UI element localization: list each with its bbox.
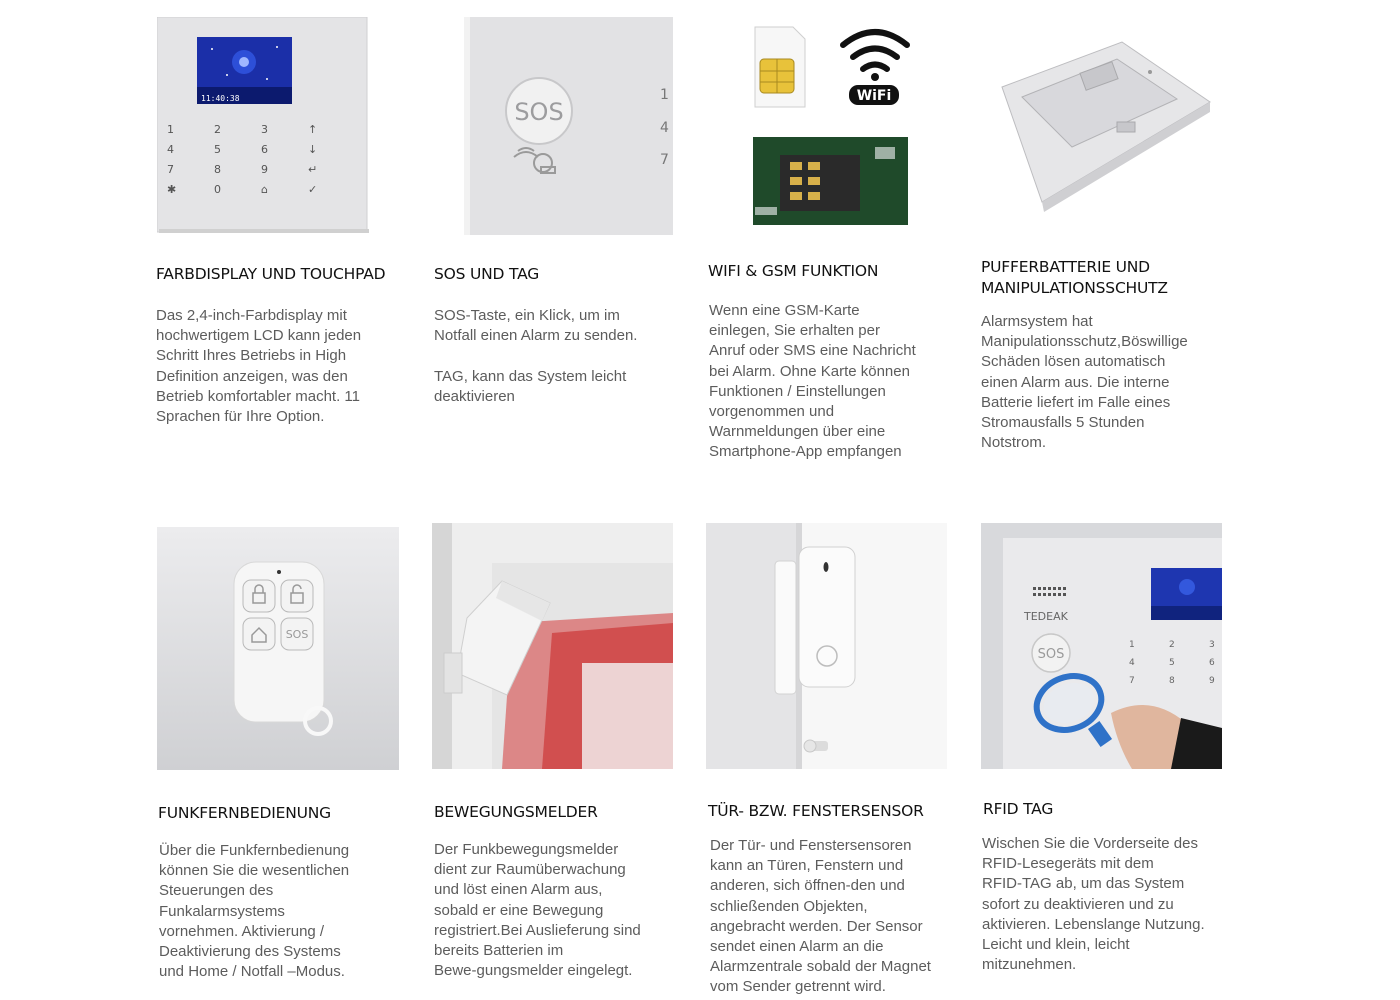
svg-text:7: 7	[1129, 676, 1135, 686]
gsm-board-icon	[753, 137, 908, 225]
product-image-remote-control	[157, 527, 399, 770]
feature-description: Wenn eine GSM-Karte einlegen, Sie erhalten per Anruf oder SMS eine Nachricht bei Alarm. Ohne Karte können Funktionen / Einstellungen vorgenommen und Warnmeldungen über eine Smartphone-App empfangen	[709, 302, 916, 461]
svg-text:5: 5	[1169, 658, 1175, 668]
feature-description: SOS-Taste, ein Klick, um im Notfall einen Alarm zu senden. TAG, kann das System leicht deaktivieren	[434, 307, 638, 405]
feature-title: FUNKFERNBEDIENUNG	[158, 804, 331, 822]
keypad-key: ↑	[308, 123, 318, 136]
product-image-door-sensor	[706, 523, 947, 769]
screen-clock: 11:40:38	[201, 94, 240, 103]
feature-title: PUFFERBATTERIE UND MANIPULATIONSSCHUTZ	[981, 258, 1168, 297]
keypad-key: ↓	[308, 143, 318, 156]
svg-text:6: 6	[1209, 658, 1215, 668]
remote-sos-text: SOS	[285, 628, 309, 641]
feature-description: Der Funkbewegungsmelder dient zur Raumüberwachung und löst einen Alarm aus, sobald er eine Bewegung registriert.Bei Auslieferung sind bereits Batterien im Bewe-gungsmelder eingelegt.	[434, 841, 641, 980]
product-image-motion-detector	[432, 523, 673, 769]
keypad-key: 4	[167, 143, 174, 156]
keypad-key: 8	[214, 163, 221, 176]
keypad-key: 3	[261, 123, 268, 136]
sos-text: SOS	[514, 98, 564, 126]
keypad-key: 2	[214, 123, 221, 136]
feature-description: Das 2,4-inch-Farbdisplay mit hochwertigem LCD kann jeden Schritt Ihres Betriebs in High Definition anzeigen, was den Betrieb komfortabler macht. 11 Sprachen für Ihre Option.	[156, 307, 362, 426]
keypad-key: ↵	[308, 163, 318, 176]
feature-description: Wischen Sie die Vorderseite des RFID-Lesegeräts mit dem RFID-TAG ab, um das System sofort zu deaktivieren und zu aktivieren. Lebenslange Nutzung. Leicht und klein, leicht mitzunehmen.	[982, 835, 1205, 974]
feature-title: SOS UND TAG	[434, 265, 540, 283]
keypad	[167, 123, 337, 196]
brand-logo: TEDEAK	[1024, 610, 1068, 623]
keypad-key: 7	[167, 163, 174, 176]
keypad-key: ⌂	[261, 183, 268, 196]
svg-text:8: 8	[1169, 676, 1175, 686]
svg-text:7: 7	[660, 152, 669, 168]
feature-title: BEWEGUNGSMELDER	[434, 803, 598, 821]
feature-description: Der Tür- und Fenstersensoren kann an Türen, Fenstern und anderen, sich öffnen-den und schließenden Objekten, angebracht werden. Der Sensor sendet einen Alarm an die Alarmzentrale sobald der Magnet vom Sender getrennt wird.	[710, 837, 931, 996]
svg-text:1: 1	[1129, 640, 1135, 650]
svg-text:4: 4	[660, 120, 669, 136]
wifi-icon	[843, 32, 907, 69]
product-image-wifi-gsm	[745, 17, 925, 232]
product-image-rfid	[981, 523, 1222, 769]
keypad-key: 9	[261, 163, 268, 176]
product-image-back-panel	[982, 17, 1222, 232]
feature-title: TÜR- BZW. FENSTERSENSOR	[708, 802, 924, 820]
svg-text:2: 2	[1169, 640, 1175, 650]
feature-title: RFID TAG	[983, 800, 1054, 818]
keypad-key: ✱	[167, 183, 177, 196]
sim-card-icon	[755, 27, 805, 107]
keypad-key: 1	[167, 123, 174, 136]
svg-text:3: 3	[1209, 640, 1215, 650]
keypad-key: 0	[214, 183, 221, 196]
keypad-key: 6	[261, 143, 268, 156]
feature-description: Über die Funkfernbedienung können Sie die wesentlichen Steuerungen des Funkalarmsystems vornehmen. Aktivierung / Deaktivierung des Systems und Home / Notfall –Modus.	[159, 842, 350, 981]
feature-description: Alarmsystem hat Manipulationsschutz,Böswillige Schäden lösen automatisch einen Alarm aus. Die interne Batterie liefert im Falle eines Stromausfalls 5 Stunden Notstrom.	[981, 313, 1188, 452]
wifi-logo-text: WiFi	[856, 88, 892, 104]
keypad-key: ✓	[308, 183, 318, 196]
feature-title: WIFI & GSM FUNKTION	[708, 262, 879, 280]
svg-text:1: 1	[660, 87, 669, 103]
feature-title: FARBDISPLAY UND TOUCHPAD	[156, 265, 386, 283]
keypad-key: 5	[214, 143, 221, 156]
svg-text:9: 9	[1209, 676, 1215, 686]
product-image-sos-button	[448, 17, 673, 235]
door-handle-icon	[804, 740, 828, 752]
svg-text:4: 4	[1129, 658, 1135, 668]
product-image-display-keypad	[157, 17, 372, 235]
panel-sos-text: SOS	[1037, 647, 1065, 662]
